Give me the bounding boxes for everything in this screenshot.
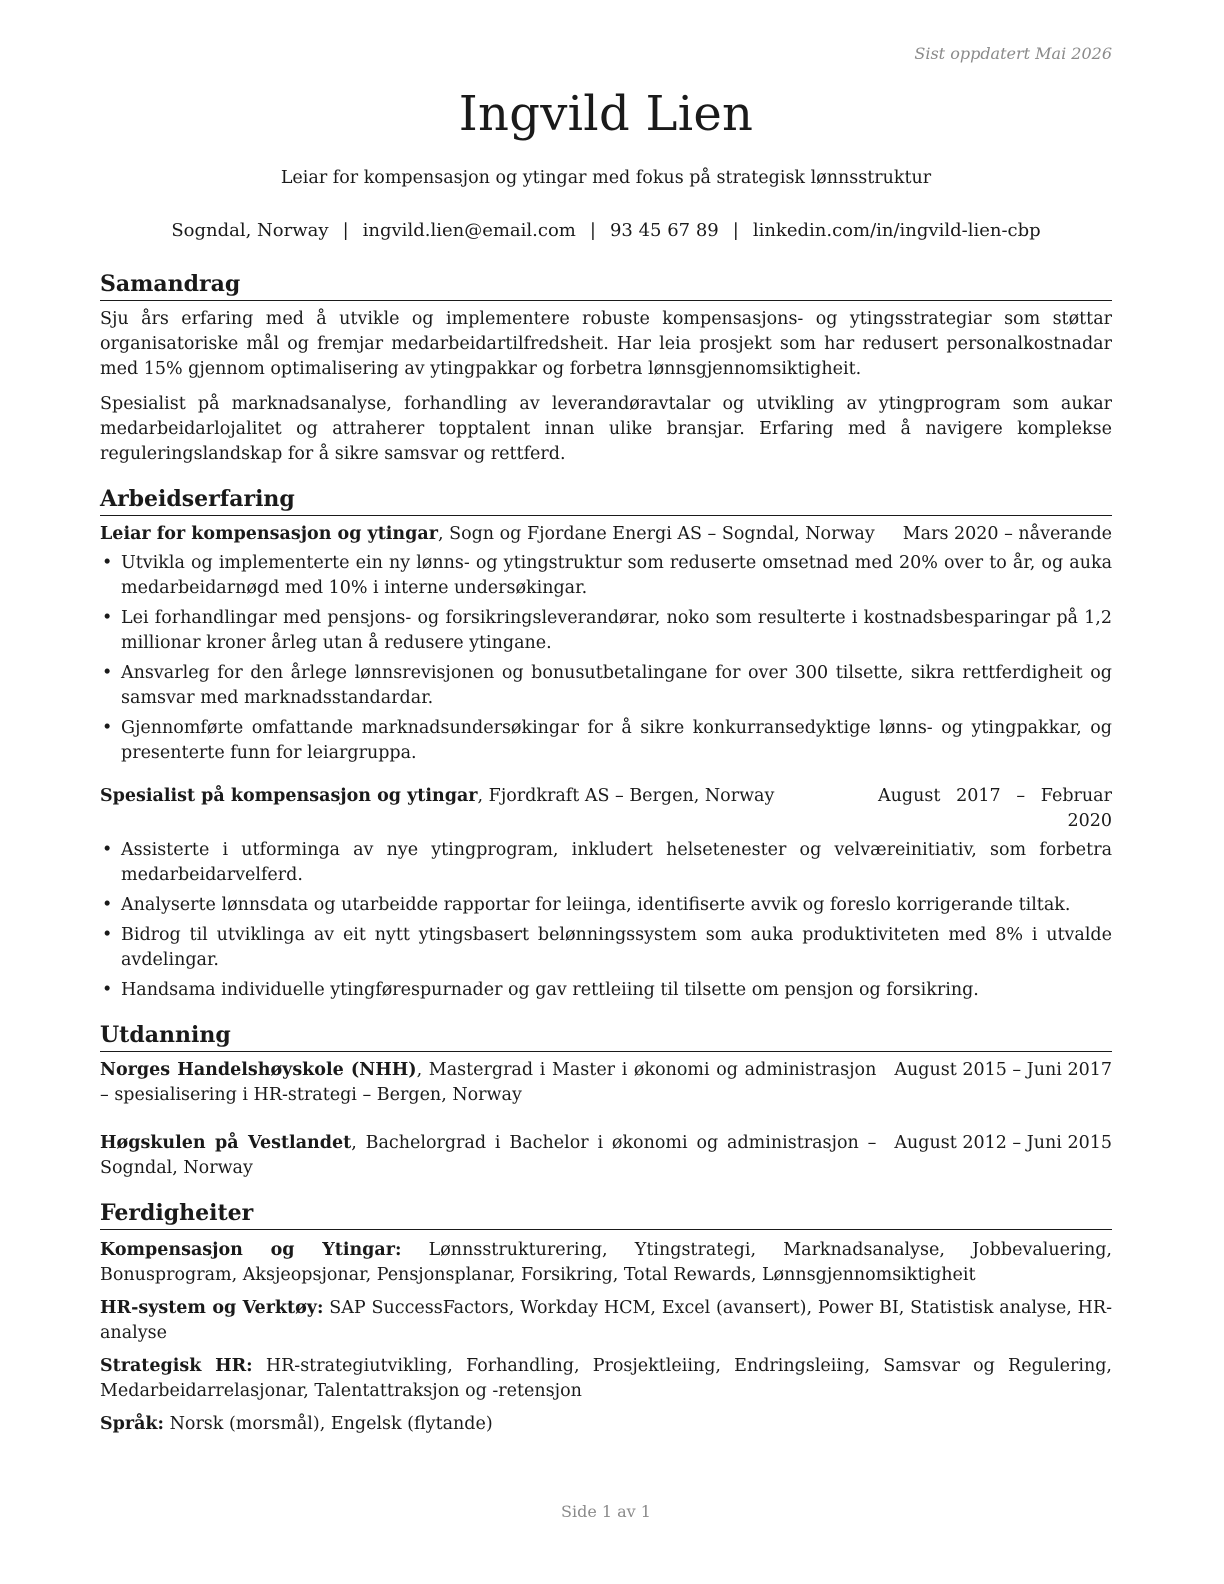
skill-value: Lønnsstrukturering, Ytingstrategi, Marknadsanalyse, Jobbevaluering, Bonusprogram, Aksjeopsjonar, Pensjonsplanar, Forsikring, Total Rewards, Lønnsgjennomsiktigheit (100, 1240, 1112, 1285)
job-role: Leiar for kompensasjon og ytingar (100, 524, 438, 544)
summary-section (100, 270, 1112, 467)
section-title-skills: Ferdigheiter (100, 1199, 1112, 1230)
resume-page (100, 0, 1112, 1584)
skill-value: HR-strategiutvikling, Forhandling, Prosjektleiing, Endringsleiing, Samsvar og Regulering, Medarbeidarrelasjonar, Talentattraksjon og -retensjon (100, 1356, 1112, 1401)
bullet-icon: • (102, 663, 113, 683)
skill-label: HR-system og Verktøy: (100, 1298, 324, 1318)
skill-value: SAP SuccessFactors, Workday HCM, Excel (avansert), Power BI, Statistisk analyse, HR-analyse (100, 1298, 1112, 1343)
job-entry (100, 522, 1112, 766)
skill-label: Språk: (100, 1414, 165, 1434)
education-entry (100, 1058, 1112, 1108)
list-item: • Ansvarleg for den årlege lønnsrevisjonen og bonusutbetalingane for over 300 tilsette, sikra rettferdigheit og samsvar med marknadsstandardar. (102, 663, 1112, 708)
contact-line (100, 220, 1112, 241)
bullet-icon: • (102, 553, 113, 573)
contact-separator: | (732, 220, 739, 241)
contact-email[interactable]: ingvild.lien@email.com (362, 220, 576, 241)
list-item: • Gjennomførte omfattande marknadsundersøkingar for å sikre konkurransedyktige lønns- og ytingpakkar, og presenterte funn for leiargruppa. (102, 718, 1112, 763)
job-dates: Mars 2020 – nåverande (902, 524, 1112, 544)
education-detail: , Mastergrad i Master i økonomi og administrasjon – spesialisering i HR-strategi – Bergen, Norway (100, 1060, 877, 1105)
contact-phone: 93 45 67 89 (609, 220, 719, 241)
summary-paragraph: Sju års erfaring med å utvikle og implementere robuste kompensasjons- og ytingsstrategiar som støttar organisatoriske mål og fremjar medarbeidartilfredsheit. Har leia prosjekt som har redusert personalkostnadar med 15% gjennom optimalisering av ytingpakkar og forbetra lønnsgjennomsiktigheit. (100, 309, 1112, 379)
contact-location: Sogndal, Norway (171, 220, 329, 241)
list-item: • Assisterte i utforminga av nye ytingprogram, inkludert helsetenester og velværeinitiativ, som forbetra medarbeidarvelferd. (102, 840, 1112, 885)
education-section (100, 1021, 1112, 1181)
section-title-summary: Samandrag (100, 270, 1112, 301)
list-item: • Handsama individuelle ytingførespurnader og gav rettleiing til tilsette om pensjon og forsikring. (100, 978, 1112, 1003)
bullet-icon: • (102, 718, 113, 738)
section-title-experience: Arbeidserfaring (100, 485, 1112, 516)
page-number: Side 1 av 1 (561, 1502, 651, 1521)
education-dates: August 2015 – Juni 2017 (894, 1060, 1112, 1080)
last-updated: Sist oppdatert Mai 2026 (914, 44, 1112, 63)
education-school: Norges Handelshøyskole (NHH) (100, 1060, 417, 1080)
tagline: Leiar for kompensasjon og ytingar med fokus på strategisk lønnsstruktur (280, 168, 932, 188)
skill-label: Kompensasjon og Ytingar: (100, 1240, 402, 1260)
bullet-icon: • (102, 608, 113, 628)
skills-section (100, 1199, 1112, 1437)
job-header (100, 784, 1112, 834)
education-entry (100, 1131, 1112, 1181)
skill-value: Norsk (morsmål), Engelsk (flytande) (164, 1414, 493, 1434)
contact-linkedin[interactable]: linkedin.com/in/ingvild-lien-cbp (752, 220, 1041, 241)
skill-group (100, 1412, 1112, 1437)
education-school: Høgskulen på Vestlandet (100, 1133, 352, 1153)
list-item: • Utvikla og implementerte ein ny lønns- og ytingstruktur som reduserte omsetnad med 20% over to år, og auka medarbeidarnøgd med 10% i interne undersøkingar. (102, 553, 1112, 598)
job-entry (100, 784, 1112, 1003)
education-detail: , Bachelorgrad i Bachelor i økonomi og administrasjon – Sogndal, Norway (100, 1133, 877, 1178)
candidate-name: Ingvild Lien (458, 86, 754, 142)
job-header (100, 522, 1112, 547)
summary-paragraph: Spesialist på marknadsanalyse, forhandling av leverandøravtalar og utvikling av ytingprogram som aukar medarbeidarlojalitet og attraherer topptalent innan ulike bransjar. Erfaring med å navigere komplekse reguleringslandskap for å sikre samsvar og rettferd. (100, 394, 1112, 464)
resume-content (100, 270, 1112, 1437)
bullet-icon: • (102, 925, 113, 945)
experience-section (100, 485, 1112, 1003)
job-dates: August 2017 – Februar 2020 (878, 786, 1112, 831)
bullet-icon: • (102, 895, 113, 915)
list-item: • Lei forhandlingar med pensjons- og forsikringsleverandørar, noko som resulterte i kostnadsbesparingar på 1,2 millionar kroner årleg utan å redusere ytingane. (102, 608, 1112, 653)
bullet-icon: • (102, 840, 113, 860)
job-bullets (100, 838, 1112, 1003)
skill-group (100, 1354, 1112, 1404)
list-item: • Bidrog til utviklinga av eit nytt ytingsbasert belønningssystem som auka produktiviteten med 8% i utvalde avdelingar. (102, 925, 1112, 970)
education-dates: August 2012 – Juni 2015 (894, 1133, 1112, 1153)
section-title-education: Utdanning (100, 1021, 1112, 1052)
skill-label: Strategisk HR: (100, 1356, 253, 1376)
job-employer: , Fjordkraft AS – Bergen, Norway (477, 786, 775, 806)
job-employer: , Sogn og Fjordane Energi AS – Sogndal, Norway (437, 524, 875, 544)
bullet-icon: • (102, 980, 113, 1000)
skill-group (100, 1238, 1112, 1288)
skill-group (100, 1296, 1112, 1346)
list-item: • Analyserte lønnsdata og utarbeidde rapportar for leiinga, identifiserte avvik og foreslo korrigerande tiltak. (100, 893, 1112, 918)
contact-separator: | (342, 220, 349, 241)
contact-separator: | (589, 220, 596, 241)
job-bullets (100, 551, 1112, 766)
job-role: Spesialist på kompensasjon og ytingar (100, 786, 478, 806)
